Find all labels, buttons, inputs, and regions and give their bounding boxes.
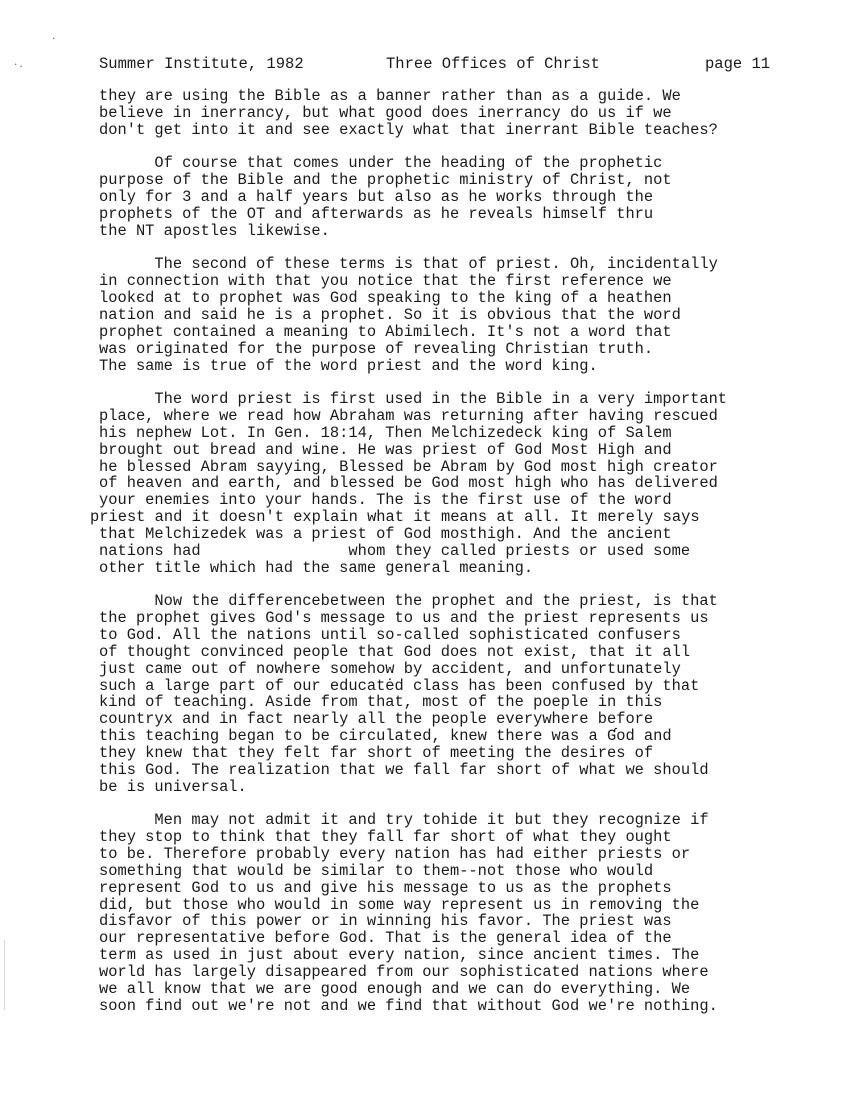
text-line: be is universal. (99, 777, 247, 796)
header-title: Three Offices of Christ (386, 55, 600, 73)
text-line: your enemies into your hands. The is the first use of the word (99, 491, 672, 510)
text-line: countryx and in fact nearly all the people everywhere before (99, 710, 654, 729)
text-line: Now the differencebetween the prophet and the priest, is that (99, 592, 718, 611)
text-line: place, where we read how Abraham was returning after having rescued (99, 407, 718, 426)
paragraph (99, 88, 799, 139)
text-line: only for 3 and a half years but also as he works through the (99, 188, 654, 207)
text-line: Of course that comes under the heading of the prophetic (99, 154, 663, 173)
text-line: to God. All the nations until so-called sophisticated confusers (99, 626, 681, 644)
page-header (99, 54, 789, 74)
text-line: purpose of the Bible and the prophetic ministry of Christ, not (99, 171, 672, 190)
text-line: The word priest is first used in the Bible in a very important (99, 390, 728, 409)
text-line: the prophet gives God's message to us and the priest represents us (99, 609, 709, 628)
scan-speck: ·. (13, 60, 24, 70)
text-line: The second of these terms is that of priest. Oh, incidentally (99, 255, 718, 274)
text-line: such a large part of our educatėd class has been confused by that (99, 676, 700, 695)
paragraph (99, 256, 799, 374)
text-line: this God. The realization that we fall far short of what we should (99, 760, 709, 779)
text-line: we all know that we are good enough and we can do everything. We (99, 979, 691, 998)
text-line: nations had whom they called priests or used some (99, 541, 691, 560)
text-line: his nephew Lot. In Gen. 18:14, Then Melchizedeck king of Salem (99, 423, 672, 442)
text-line: of thought convinced people that God does not exist, that it all (99, 642, 691, 661)
header-institute: Summer Institute, 1982 (99, 55, 304, 73)
text-line: he blessed Abram sayying, Blessed be Abram by God most high creator (99, 457, 718, 476)
text-line: nation and said he is a prophet. So it is obvious that the word (99, 305, 681, 324)
paragraph (99, 593, 799, 795)
text-line: something that would be similar to them--not those who would (99, 861, 654, 880)
header-page-number: page 11 (705, 55, 771, 73)
paragraph (90, 390, 799, 577)
text-line: lookєd at to prophet was God speaking to the king of a heathen (99, 289, 672, 308)
text-line: kind of teaching. Aside from that, most of the poeple in this (99, 693, 663, 712)
text-line: they stop to think that they fall far short of what they ought (99, 828, 672, 847)
text-line: did, but those who would in some way represent us in removing the (99, 895, 700, 914)
text-line: term as used in just about every nation, since ancient times. The (99, 946, 700, 965)
text-line: The same is true of the word priest and the word king. (99, 356, 598, 375)
text-line: world has largely disappeared from our sophisticated nations where (99, 962, 709, 981)
text-line: this teaching began to be circulated, knew there was a Ɠod and (99, 727, 672, 746)
text-line: they are using the Bible as a banner rather than as a guide. We (99, 87, 681, 105)
text-line: our representative before God. That is the general idea of the (99, 929, 672, 948)
text-line: other title which had the same general meaning. (99, 558, 534, 577)
text-line: that Melchizedek was a priest of God mosthigh. And the ancient (99, 524, 672, 543)
text-line: Men may not admit it and try tohide it but they recognize if (99, 811, 709, 830)
paragraph (99, 812, 799, 1014)
text-line: brought out bread and wine. He was priest of God Most High and (99, 440, 672, 459)
text-line: soon find out we're not and we find that without God we're nothing. (99, 996, 718, 1015)
text-line: priest and it doesn't explain what it means at all. It merely says (90, 508, 700, 527)
text-line: prophets of the OT and afterwards as he reveals himself thru (99, 204, 654, 223)
text-line: believe in inerrancy, but what good does inerrancy do us if we (99, 103, 672, 122)
text-line: represent God to us and give his message to us as the prophets (99, 878, 672, 897)
text-line: of heaven and earth, and blessed be God most high who has delivered (99, 474, 718, 493)
text-line: to be. Therefore probably every nation has had either priests or (99, 844, 691, 863)
scan-speck: · (51, 34, 57, 44)
text-line: prophet contained a meaning to Abimilech. It's not a word that (99, 322, 672, 341)
text-line: the NT apostles likewise. (99, 221, 330, 240)
text-line: they knew that they felt far short of meeting the desires of (99, 743, 654, 762)
text-line: just came out of nowhere somehow by accident, and unfortunately (99, 659, 681, 678)
text-line: in connection with that you notice that the first reference we (99, 272, 672, 291)
paragraph (99, 155, 799, 239)
text-line: was originated for the purpose of revealing Christian truth. (99, 339, 654, 358)
text-line: don't get into it and see exactly what that inerrant Bible teaches? (99, 120, 718, 139)
text-line: disfavor of this power or in winning his favor. The priest was (99, 912, 672, 931)
scan-margin-line (4, 940, 5, 1010)
document-body (90, 87, 799, 1031)
